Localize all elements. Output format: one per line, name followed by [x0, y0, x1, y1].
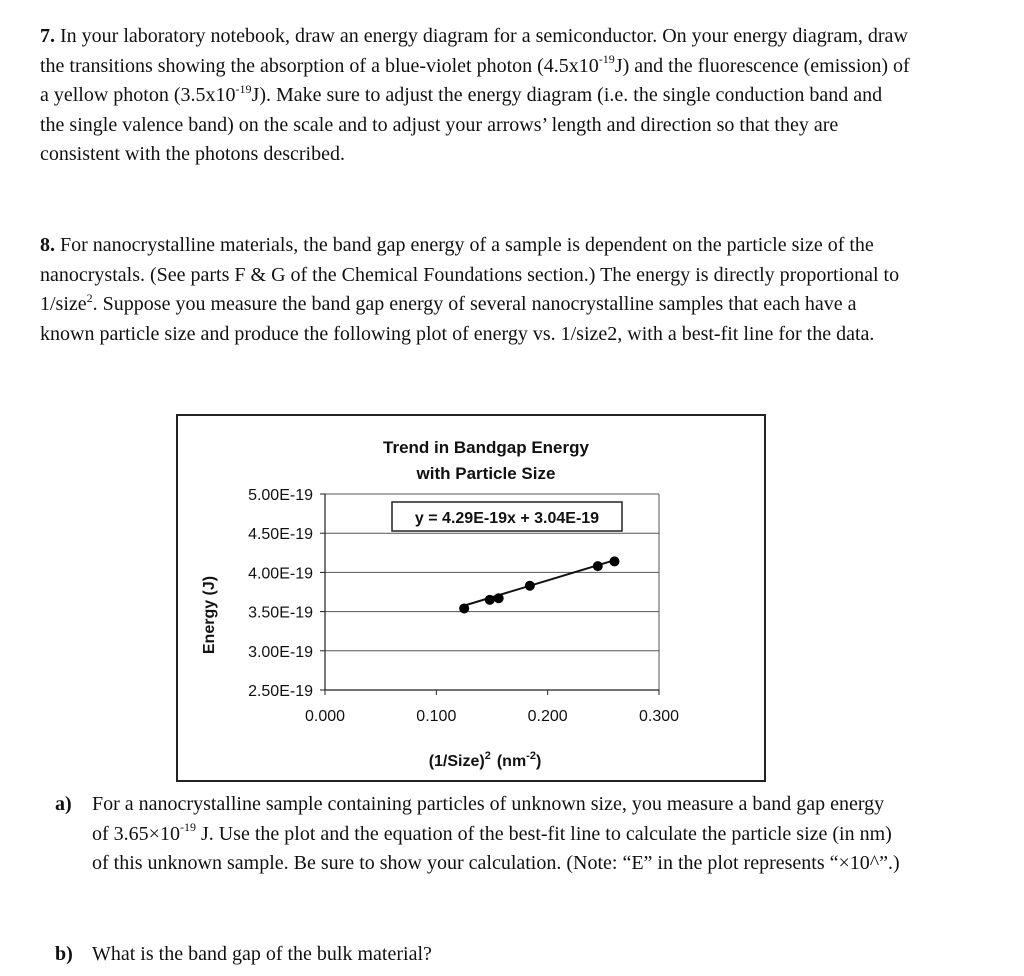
y-tick-label: 4.50E-19: [248, 526, 313, 544]
question-text: In your laboratory notebook, draw an energy diagram for a semiconductor. On your energy diagram, draw the transitions showing the absorption of a blue-violet photon (4.5x10: [40, 25, 908, 77]
question-text: For nanocrystalline materials, the band gap energy of a sample is dependent on the particle size of the nanocrystals. (See parts F & G of the Chemical Foundations section.) The energy is directly proportional to 1/size: [40, 234, 900, 316]
exponent: 2: [86, 290, 93, 305]
y-axis-title: Energy (J): [201, 575, 218, 655]
question-text: J). Make sure to adjust the energy diagram (i.e. the single conduction band and the single valence band) on the scale and to adjust your arrows’ length and direction so that they are consistent with the photons described.: [40, 84, 883, 166]
data-point: [485, 595, 495, 605]
part-label: b): [55, 943, 73, 965]
y-tick-label: 3.00E-19: [248, 643, 313, 661]
exponent: -19: [598, 51, 615, 66]
chart-frame: [176, 414, 766, 782]
data-point: [494, 593, 504, 603]
x-tick-label: 0.100: [416, 708, 457, 725]
question-8: [40, 231, 910, 349]
y-tick-label: 2.50E-19: [248, 683, 313, 700]
part-label: a): [55, 793, 72, 815]
data-point: [609, 556, 619, 566]
y-tick-label: 4.00E-19: [248, 565, 313, 583]
part-text: What is the band gap of the bulk material?: [92, 943, 432, 965]
part-text: For a nanocrystalline sample containing particles of unknown size, you measure a band gap energy of $3.65\times 10^{-19}$ J. Use the plot and the equation of the best-fit line to calculate the particle size (in nm) of this unknown sample. Be sure to show your calculation. (Note: “E” in the plot represents “×10^”.): [92, 793, 900, 875]
chart-title-line1: Trend in Bandgap Energy: [383, 438, 589, 457]
equation-box: [392, 502, 622, 531]
question-7: [40, 22, 910, 170]
x-tick-label: 0.200: [527, 708, 568, 725]
y-tick-label: 5.00E-19: [248, 487, 313, 504]
data-point: [525, 581, 535, 591]
x-axis-title: (1/Size)$^2$ $(nm^{-2})$: [428, 750, 542, 770]
trendline-equation: y = 4.29E-19x + 3.04E-19: [414, 510, 600, 527]
x-tick-label: 0.300: [638, 708, 680, 725]
question-text: . Suppose you measure the band gap energy of several nanocrystalline samples that each have a known particle size and produce the following plot of energy vs. 1/size2, with a best-fit line for the data.: [40, 293, 875, 345]
question-number: 7.: [40, 25, 55, 47]
data-point: [593, 561, 603, 571]
question-8a: [55, 790, 905, 879]
chart-title-line2: with Particle Size: [416, 464, 556, 483]
exponent: -19: [179, 819, 196, 834]
question-8b: [55, 940, 905, 970]
data-point: [459, 603, 469, 613]
bandgap-chart: [178, 416, 768, 784]
question-number: 8.: [40, 234, 55, 256]
y-tick-label: 3.50E-19: [248, 604, 313, 622]
exponent: -19: [235, 81, 252, 96]
x-tick-label: 0.000: [304, 708, 346, 725]
data-points: [459, 556, 619, 613]
question-text: J) and the fluorescence (emission) of a yellow photon (3.5x10: [40, 54, 910, 107]
